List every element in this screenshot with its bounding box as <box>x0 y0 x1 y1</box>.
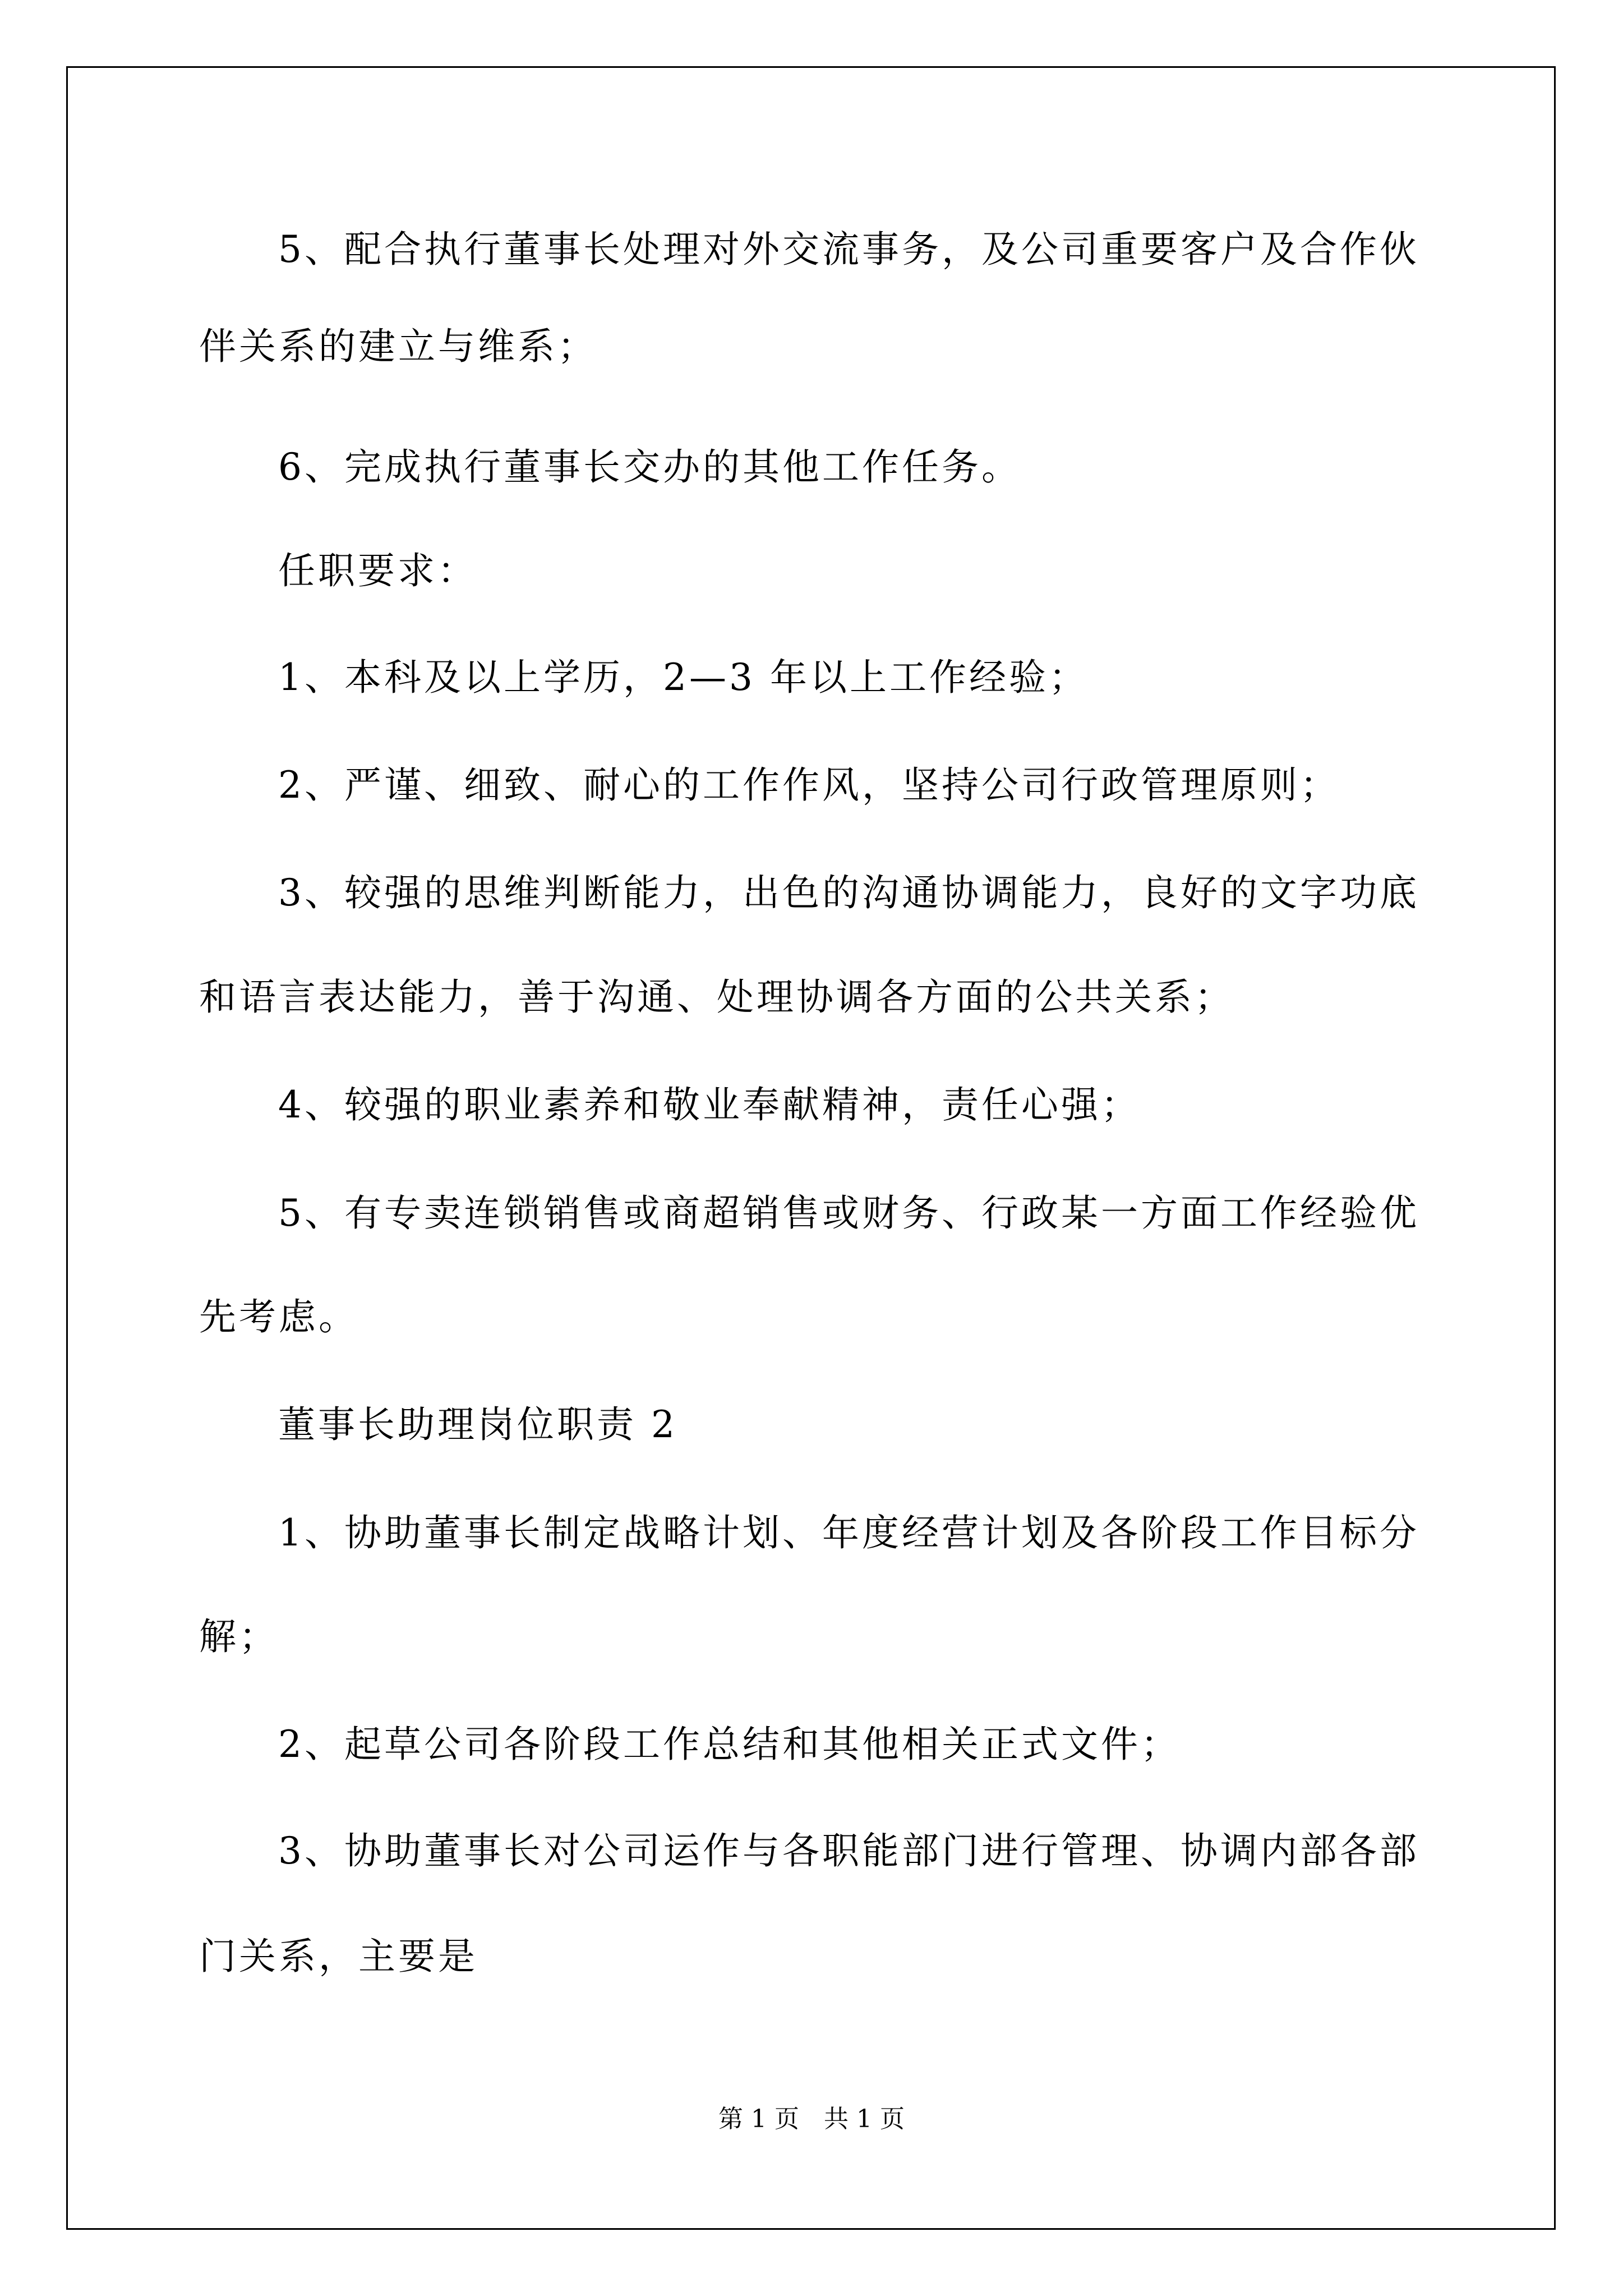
body-line: 先考虑。 <box>199 1295 358 1338</box>
body-line: 4、较强的职业素养和敬业奉献精神，责任心强； <box>278 1083 1141 1126</box>
body-line: 2、起草公司各阶段工作总结和其他相关正式文件； <box>278 1723 1181 1766</box>
body-line: 解； <box>199 1615 279 1658</box>
body-line: 伴关系的建立与维系； <box>199 325 597 368</box>
body-line: 5、配合执行董事长处理对外交流事务，及公司重要客户及合作伙 <box>278 228 1419 271</box>
section-heading: 董事长助理岗位职责 2 <box>278 1403 677 1446</box>
body-line: 3、协助董事长对公司运作与各职能部门进行管理、协调内部各部 <box>278 1829 1419 1872</box>
body-line: 3、较强的思维判断能力，出色的沟通协调能力，良好的文字功底 <box>278 871 1419 914</box>
body-line: 1、本科及以上学历，2—3 年以上工作经验； <box>278 656 1089 699</box>
body-line: 门关系，主要是 <box>199 1935 478 1978</box>
body-line: 6、完成执行董事长交办的其他工作任务。 <box>278 445 1021 489</box>
body-line: 1、协助董事长制定战略计划、年度经营计划及各阶段工作目标分 <box>278 1511 1419 1554</box>
body-line: 2、严谨、细致、耐心的工作作风，坚持公司行政管理原则； <box>278 763 1340 807</box>
page-footer: 第 1 页 共 1 页 <box>718 2105 905 2133</box>
page-frame <box>66 66 1556 2230</box>
body-line: 5、有专卖连锁销售或商超销售或财务、行政某一方面工作经验优 <box>278 1191 1419 1235</box>
body-line: 和语言表达能力，善于沟通、处理协调各方面的公共关系； <box>199 976 1234 1019</box>
section-heading: 任职要求： <box>278 549 477 592</box>
